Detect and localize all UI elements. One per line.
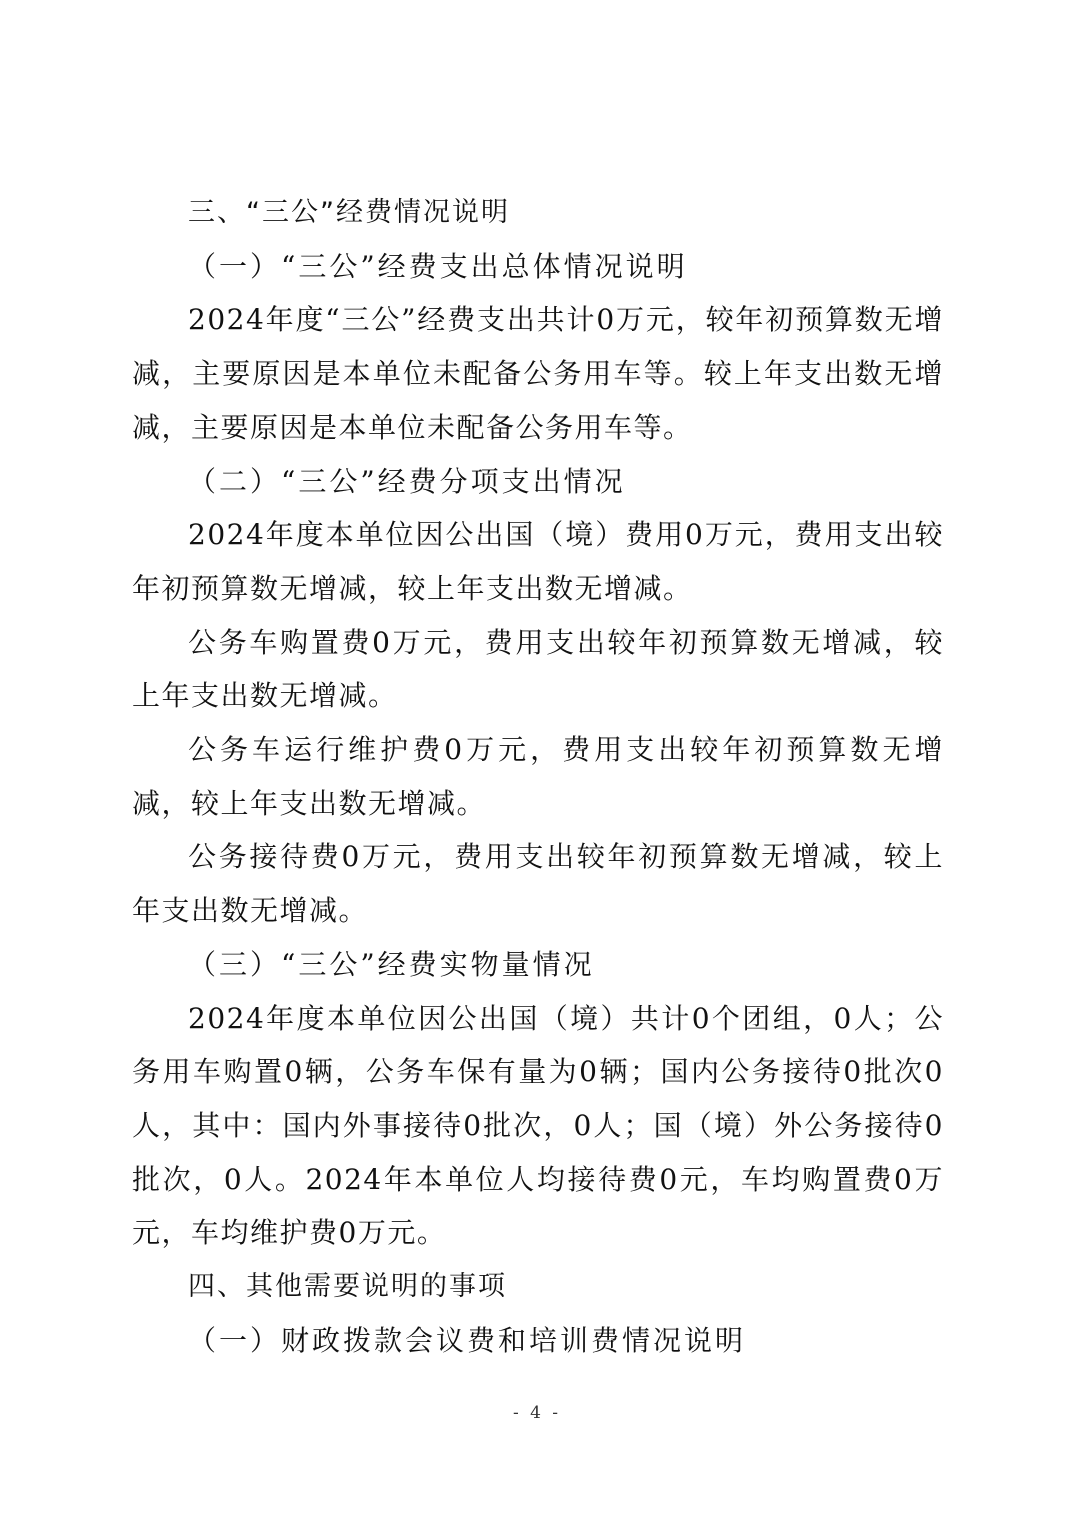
section-heading-other-matters: 四、其他需要说明的事项 bbox=[188, 1271, 507, 1303]
page-number: - 4 - bbox=[512, 1403, 562, 1423]
subheading-physical-quantities: （三）“三公”经费实物量情况 bbox=[188, 947, 595, 981]
subheading-itemized-expenditure: （二）“三公”经费分项支出情况 bbox=[188, 464, 626, 498]
paragraph-physical-quantities: 2024年度本单位因公出国（境）共计0个团组，0人；公务用车购置0辆，公务车保有量为0辆；国内公务接待0批次0人，其中：国内外事接待0批次，0人；国（境）外公务接待0批次，0人。2024年本单位人均接待费0元，车均购置费0万元，车均维护费0万元。 bbox=[132, 1001, 944, 1250]
subheading-meeting-training-fees: （一）财政拨款会议费和培训费情况说明 bbox=[188, 1323, 747, 1357]
section-heading-three-public-expenses: 三、“三公”经费情况说明 bbox=[188, 197, 510, 228]
paragraph-overall-expenditure: 2024年度“三公”经费支出共计0万元，较年初预算数无增减，主要原因是本单位未配备公务用车等。较上年支出数无增减，主要原因是本单位未配备公务用车等。 bbox=[132, 303, 944, 444]
paragraph-reception-cost: 公务接待费0万元，费用支出较年初预算数无增减，较上年支出数无增减。 bbox=[132, 840, 944, 928]
paragraph-vehicle-maintenance-cost: 公务车运行维护费0万元，费用支出较年初预算数无增减，较上年支出数无增减。 bbox=[132, 733, 944, 820]
document-body bbox=[132, 186, 944, 1367]
paragraph-vehicle-purchase-cost: 公务车购置费0万元，费用支出较年初预算数无增减，较上年支出数无增减。 bbox=[132, 625, 944, 713]
subheading-overall-expenditure: （一）“三公”经费支出总体情况说明 bbox=[188, 249, 688, 283]
paragraph-overseas-travel-cost: 2024年度本单位因公出国（境）费用0万元，费用支出较年初预算数无增减，较上年支出数无增减。 bbox=[132, 518, 944, 605]
